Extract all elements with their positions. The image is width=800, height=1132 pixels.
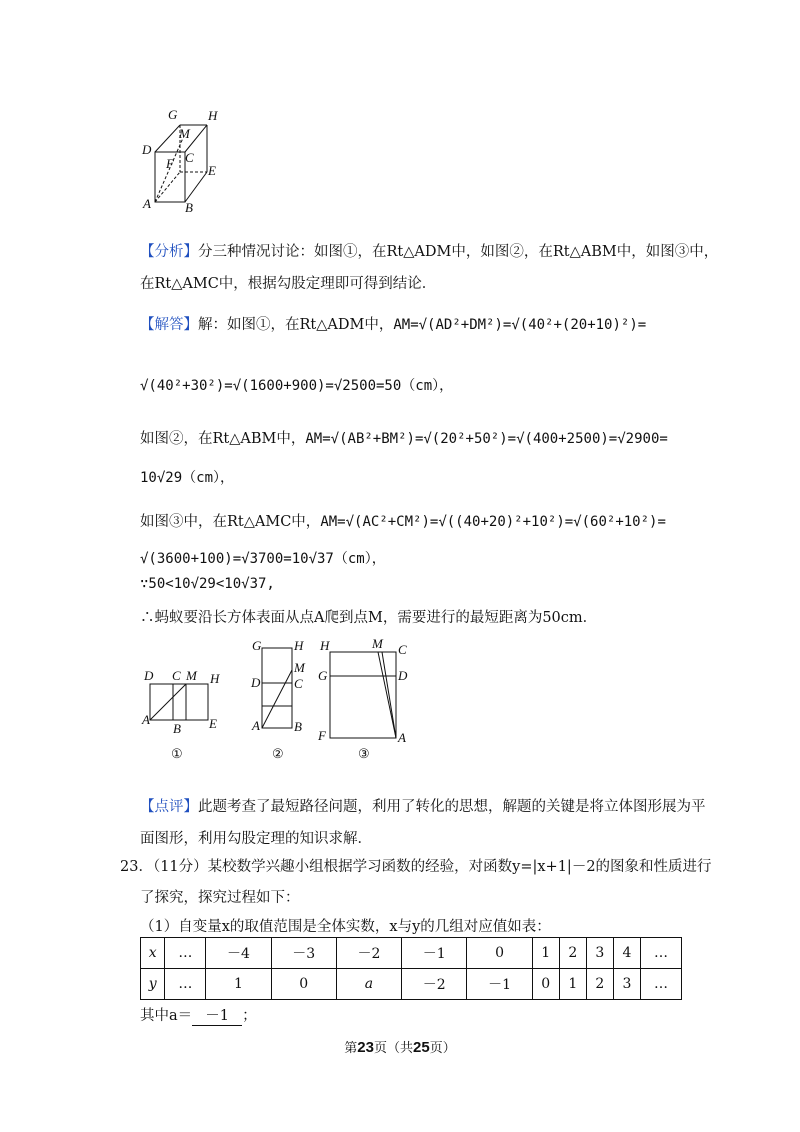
table-cell: 2 [559, 938, 586, 969]
table-cell: －2 [336, 938, 401, 969]
net2-C: C [294, 676, 303, 691]
label-M: M [179, 126, 190, 141]
table-cell: … [641, 969, 682, 1000]
net3-caption: ③ [358, 746, 370, 761]
solution-fig2-line: 如图②，在Rt△ABM中，AM=√(AB²+BM²)=√(20²+50²)=√(400+2500)=√2900= [140, 431, 668, 447]
table-cell: －4 [206, 938, 271, 969]
page-footer: 第23页（共25页） [344, 1039, 456, 1056]
review-line1: 【点评】此题考查了最短路径问题，利用了转化的思想，解题的关键是将立体图形展为平 [140, 799, 706, 815]
review-line2: 面图形，利用勾股定理的知识求解． [140, 831, 372, 847]
label-B: B [185, 200, 193, 215]
table-cell: 3 [613, 969, 640, 1000]
net1-C: C [172, 668, 181, 683]
net1-M: M [186, 668, 197, 683]
q23-answer-line: 其中a＝ －1 ； [140, 1004, 257, 1026]
table-cell: a [336, 969, 401, 1000]
net3-M: M [372, 636, 383, 651]
q23-part1: （1）自变量x的取值范围是全体实数，x与y的几组对应值如表： [140, 919, 551, 935]
analysis-tag: 【分析】 [140, 244, 198, 260]
net1-caption: ① [171, 746, 183, 761]
analysis-line1: 【分析】分三种情况讨论：如图①，在Rt△ADM中，如图②，在Rt△ABM中，如图③中， [140, 244, 719, 260]
net1-B: B [173, 721, 181, 736]
values-table [140, 937, 682, 1000]
solution-line1: 【解答】解：如图①，在Rt△ADM中，AM=√(AD²+DM²)=√(40²+(20+10)²)= [140, 317, 647, 333]
table-cell: y [141, 969, 165, 1000]
net2-caption: ② [272, 746, 284, 761]
net2-A: A [252, 718, 260, 733]
analysis-line2: 在Rt△AMC中，根据勾股定理即可得到结论． [140, 276, 437, 292]
net3-A: A [398, 730, 406, 745]
net3-H: H [320, 638, 330, 653]
label-H: H [208, 108, 218, 123]
solution-eq1b: √(40²+30²)=√(1600+900)=√2500=50（cm）， [140, 378, 454, 394]
table-cell: 3 [586, 938, 613, 969]
table-cell: －3 [271, 938, 336, 969]
page-total: 25 [413, 1039, 430, 1056]
net3-G: G [318, 668, 328, 683]
table-cell: 2 [586, 969, 613, 1000]
table-cell: －1 [402, 938, 467, 969]
table-cell: 1 [532, 938, 559, 969]
net3-F: F [318, 728, 326, 743]
q23-line1: 23．（11分）某校数学兴趣小组根据学习函数的经验，对函数y=|x+1|－2的图象和性质进行 [120, 859, 712, 875]
solution-fig3-line: 如图③中，在Rt△AMC中，AM=√(AC²+CM²)=√((40+20)²+10²)=√(60²+10²)= [140, 514, 666, 530]
solution-eq3b: √(3600+100)=√3700=10√37（cm）， [140, 551, 386, 567]
solution-tag: 【解答】 [140, 317, 198, 333]
table-row [141, 969, 682, 1000]
net1-E: E [209, 716, 217, 731]
net2-M: M [294, 660, 305, 675]
table-cell: x [141, 938, 165, 969]
label-C: C [185, 150, 194, 165]
table-cell: －1 [467, 969, 532, 1000]
net1-H: H [210, 671, 220, 686]
label-G: G [168, 107, 178, 122]
table-cell: 4 [613, 938, 640, 969]
answer-blank: －1 [192, 1004, 242, 1026]
table-cell: … [165, 938, 206, 969]
label-D: D [142, 142, 152, 157]
net2-H: H [294, 638, 304, 653]
net3-C: C [398, 642, 407, 657]
net2-D: D [251, 675, 261, 690]
table-cell: … [641, 938, 682, 969]
table-cell: … [165, 969, 206, 1000]
label-F: F [166, 156, 174, 171]
q23-line2: 了探究，探究过程如下： [140, 890, 300, 906]
table-cell: 0 [467, 938, 532, 969]
page-number: 23 [357, 1039, 374, 1056]
cuboid-figure [135, 100, 235, 215]
label-A: A [143, 196, 151, 211]
table-cell: 1 [559, 969, 586, 1000]
solution-compare: ∵50<10√29<10√37, [140, 576, 275, 592]
label-E: E [208, 163, 216, 178]
net2-B: B [294, 719, 302, 734]
table-cell: 0 [532, 969, 559, 1000]
net1-D: D [144, 668, 154, 683]
solution-conclusion: ∴蚂蚁要沿长方体表面从点A爬到点M，需要进行的最短距离为50cm． [140, 610, 598, 626]
review-tag: 【点评】 [140, 799, 198, 815]
nets-figure [138, 636, 428, 766]
net1-A: A [142, 712, 150, 727]
table-cell: －2 [402, 969, 467, 1000]
table-cell: 1 [206, 969, 271, 1000]
net2-G: G [252, 638, 262, 653]
solution-eq2b: 10√29（cm）， [140, 470, 235, 486]
table-row [141, 938, 682, 969]
net3-D: D [398, 668, 408, 683]
table-cell: 0 [271, 969, 336, 1000]
